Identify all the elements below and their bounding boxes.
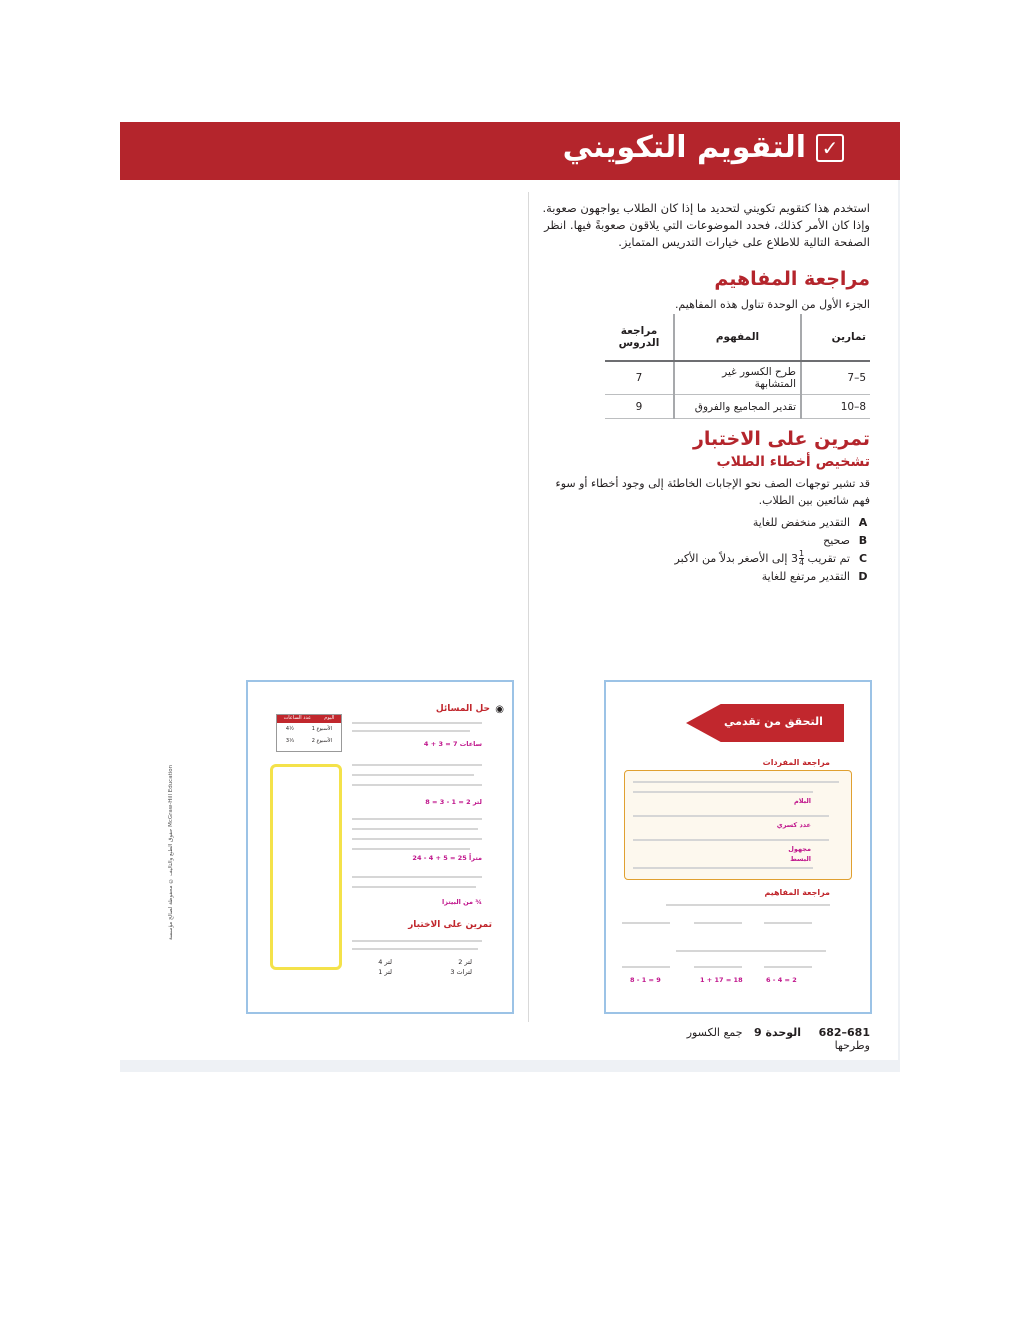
header-concept: المفهوم: [674, 314, 801, 361]
option-c: [540, 549, 870, 567]
vocab-word: مجهول: [788, 845, 811, 853]
text-line: [352, 730, 470, 732]
page-bottom-strip: [120, 1060, 900, 1072]
thumb-vocab-title: مراجعة المفردات: [762, 758, 830, 767]
vocab-word: عدد كسري: [776, 821, 811, 829]
thumb-answer: لتر 2 = 1 - 3 = 8: [425, 798, 482, 806]
text-line: [694, 922, 742, 924]
text-line: [352, 838, 482, 840]
thumb-practice-title: تمرين على الاختبار: [408, 920, 492, 930]
cell-concept: تقدير المجاميع والفروق: [674, 395, 801, 419]
text-line: [352, 940, 482, 942]
option-letter: A: [858, 515, 868, 529]
footer-unit-title: جمع الكسور وطرحها: [686, 1026, 870, 1052]
column-divider: [528, 192, 529, 1022]
test-practice-heading: تمرين على الاختبار: [692, 428, 870, 450]
text-line: [633, 781, 839, 783]
thumb-answer: 9 = 1 - 8: [630, 976, 661, 984]
text-line: [352, 818, 482, 820]
thumb-choice: لترات 3: [450, 968, 472, 976]
text-line: [352, 848, 470, 850]
text-line: [352, 774, 474, 776]
intro-paragraph: استخدم هذا كتقويم تكويني لتحديد ما إذا كان الطلاب يواجهون صعوبة. وإذا كان الأمر كذلك، فحدد الموضوعات التي يلاقون صعوبةً فيها. انظر الصفحة التالية للاطلاع على خيارات التدريس المتمايز.: [542, 201, 870, 249]
text-line: [676, 950, 826, 952]
table-header-row: [605, 314, 870, 361]
thumb-table-row: 3⅓ الأسبوع 2: [285, 738, 333, 744]
thumb-concepts-title: مراجعة المفاهيم: [764, 888, 830, 897]
vocab-box: [624, 770, 852, 880]
text-line: [666, 904, 830, 906]
header-review-line1: مراجعة: [620, 325, 658, 337]
thumb-answer: 2 = 4 - 6: [766, 976, 797, 984]
thumb-choice: لتر 4: [378, 958, 392, 966]
footer-unit: الوحدة 9: [754, 1026, 802, 1039]
banner-title-text: التقويم التكويني: [562, 130, 806, 165]
header-review-line2: الدروس: [618, 337, 660, 349]
option-letter: B: [858, 533, 868, 547]
text-line: [694, 966, 742, 968]
text-line: [633, 815, 829, 817]
option-text: التقدير مرتفع للغاية: [761, 569, 850, 583]
header-review: [605, 314, 674, 361]
cell-concept: طرح الكسور غير المتشابهة: [674, 361, 801, 395]
option-text: صحيح: [823, 533, 850, 547]
text-line: [352, 722, 482, 724]
page-footer: [660, 1026, 870, 1052]
text-line: [622, 966, 670, 968]
thumb-title: حل المسائل: [435, 704, 490, 714]
arrow-banner-label: التحقق من تقدمي: [724, 715, 823, 728]
mixed-number: 3 1 4: [790, 548, 805, 567]
text-line: [764, 922, 812, 924]
globe-icon: ◉: [495, 704, 504, 715]
option-a: [540, 513, 870, 531]
vocab-word: البلام: [793, 797, 811, 805]
text-line: [352, 764, 482, 766]
student-page-thumbnail-left: [246, 680, 514, 1014]
option-letter: C: [858, 551, 868, 565]
thumb-table-row: 4½ الأسبوع 1: [285, 726, 333, 732]
option-d: [540, 567, 870, 585]
text-line: [352, 828, 478, 830]
cell-exercises: 8–10: [801, 395, 870, 419]
thumb-answer: ساعات 7 = 3 + 4: [423, 740, 482, 748]
header-exercises: تمارين: [801, 314, 870, 361]
text-line: [352, 876, 482, 878]
thumb-answer: 18 = 17 + 1: [700, 976, 743, 984]
answer-options: [540, 513, 870, 585]
cell-exercises: 5–7: [801, 361, 870, 395]
option-b: [540, 531, 870, 549]
text-line: [764, 966, 812, 968]
option-letter: D: [858, 569, 868, 583]
thumb-table-header: عدد الساعات اليوم: [277, 715, 341, 723]
thumb-answer: ¾ من البيتزا: [441, 898, 482, 906]
option-text: التقدير منخفض للغاية: [752, 515, 850, 529]
text-line: [352, 948, 478, 950]
thumb-table: [276, 714, 342, 752]
diagnose-errors-heading: تشخيص أخطاء الطلاب: [716, 454, 870, 470]
concepts-subtitle: الجزء الأول من الوحدة تناول هذه المفاهيم.: [674, 298, 870, 311]
option-text: تم تقريب 3 1 4 إلى الأصغر بدلاً من الأكبر: [674, 548, 850, 567]
thumb-choice: لتر 1: [378, 968, 392, 976]
checkbox-icon: ✓: [816, 134, 844, 162]
table-row: [605, 361, 870, 395]
diagnose-paragraph: قد تشير توجهات الصف نحو الإجابات الخاطئة إلى وجود أخطاء أو سوء فهم شائعين بين الطلاب.: [555, 477, 870, 507]
concepts-table: [605, 314, 870, 419]
concepts-heading: مراجعة المفاهيم: [714, 268, 870, 290]
text-line: [633, 791, 813, 793]
vocab-word: البسط: [790, 855, 811, 863]
text-line: [622, 922, 670, 924]
page-right-edge: [898, 180, 900, 1060]
notes-box: [270, 764, 342, 970]
copyright-vertical-note: حقوق الطبع والتأليف © محفوظة لصالح مؤسسة McGraw-Hill Education: [168, 764, 174, 940]
text-line: [633, 839, 829, 841]
text-line: [633, 867, 813, 869]
table-row: [605, 395, 870, 419]
cell-lesson: 9: [605, 395, 674, 419]
banner-title: [563, 130, 844, 165]
cell-lesson: 7: [605, 361, 674, 395]
thumb-answer: متراً 25 = 5 + 4 - 24: [412, 854, 482, 862]
student-page-thumbnail-right: [604, 680, 872, 1014]
header-banner: [120, 122, 900, 180]
page-numbers: 681–682: [818, 1026, 870, 1039]
thumb-choice: لتر 2: [458, 958, 472, 966]
text-line: [352, 886, 476, 888]
text-line: [352, 784, 482, 786]
